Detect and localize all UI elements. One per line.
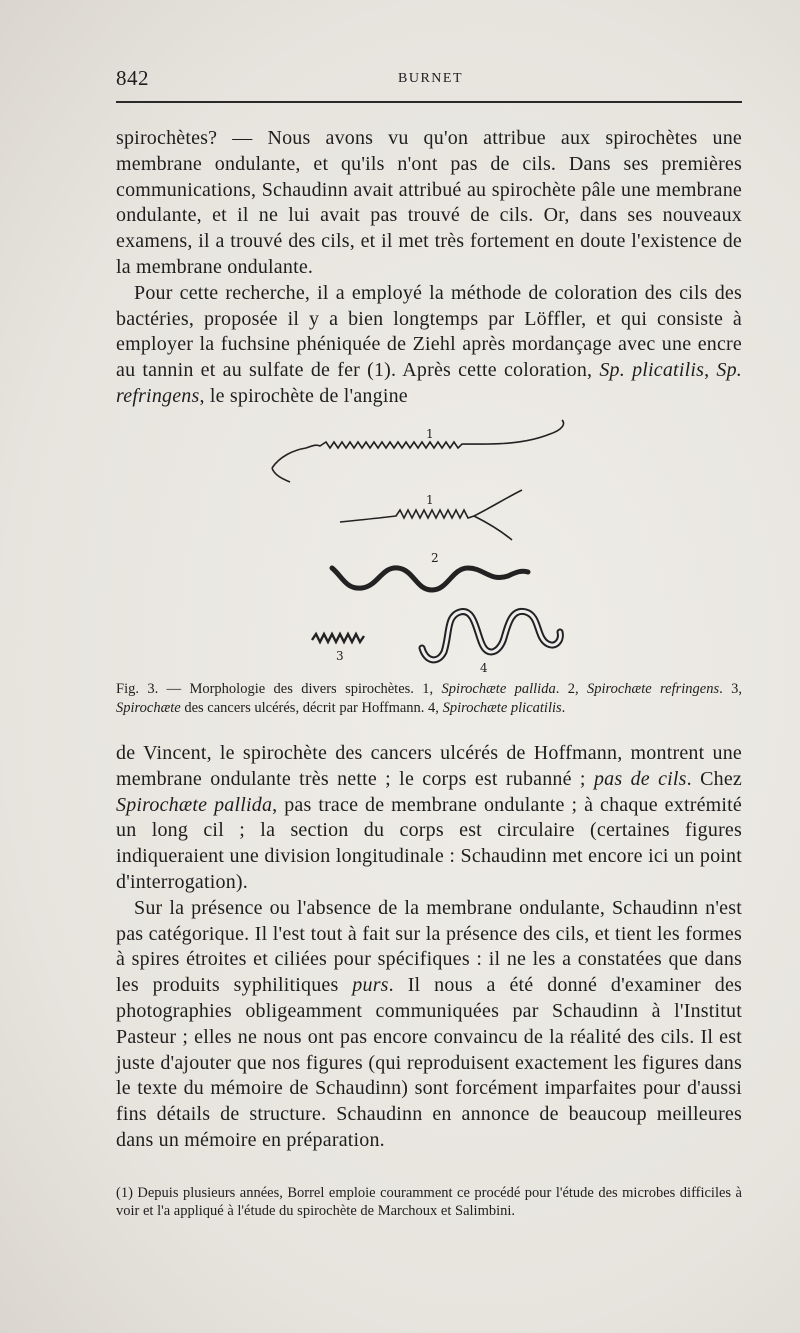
footnote: (1) Depuis plusieurs années, Borrel emploie couramment ce procédé pour l'étude des microbes difficiles à voir et l'a appliqué à l'étude du spirochète de Marchoux et Salimbini.	[116, 1185, 742, 1219]
caption-text: . 3,	[719, 681, 742, 697]
figure-label-3: 3	[336, 649, 344, 663]
caption-italic: Spirochæte plicatilis	[442, 699, 562, 716]
figure-label-1b: 1	[426, 493, 434, 507]
figure-label-2: 2	[431, 551, 439, 565]
figure-label-4: 4	[480, 661, 488, 675]
spirochete-refringens	[332, 568, 528, 590]
page-header	[116, 66, 742, 92]
paragraph: Sur la présence ou l'absence de la membrane ondulante, Schaudinn n'est pas catégorique. Il l'est tout à fait sur la présence des cils, et tient les formes à spires étroites et ciliées pour spécifiques : il ne les a constatées que dans les produits syphilitiques purs. Il nous a été donné d'examiner des photographies obligeamment communiquées par Schaudinn à l'Institut Pasteur ; elles ne nous ont pas encore convaincu de la réalité des cils. Il est juste d'ajouter que nos figures (qui reproduisent exactement les figures dans le texte du mémoire de Schaudinn) sont forcément imparfaites pour d'aussi fins détails de structure. Schaudinn en annonce de beaucoup meilleures dans un mémoire en préparation.	[116, 896, 743, 1151]
header-rule	[116, 101, 742, 103]
caption-italic: Spirochæte	[116, 699, 181, 716]
caption-text: .	[561, 699, 566, 716]
figure-caption	[116, 680, 742, 717]
caption-text: des cancers ulcérés, décrit par Hoffmann. 4,	[180, 699, 443, 716]
page-number: 842	[116, 66, 149, 90]
spirochete-pallida-1	[272, 420, 564, 482]
paragraph: Pour cette recherche, il a employé la méthode de coloration des cils des bactéries, proposée il y a bien longtemps par Löffler, et qui consiste à employer la fuchsine phéniquée de Ziehl après mordançage avec une encre au tannin et au sulfate de fer (1). Après cette coloration, Sp. plicatilis, Sp. refringens, le spirochète de l'angine	[116, 281, 742, 407]
running-head: BURNET	[398, 71, 463, 86]
caption-text: Fig. 3. — Morphologie des divers spirochètes. 1,	[116, 681, 442, 697]
paragraph: de Vincent, le spirochète des cancers ulcérés de Hoffmann, montrent une membrane ondulante très nette ; le corps est rubanné ; pas de cils. Chez Spirochæte pallida, pas trace de membrane ondulante ; à chaque extrémité un long cil ; la section du corps est circulaire (certaines figures indiqueraient une division longitudinale : Schaudinn met encore ici un point d'interrogation).	[116, 742, 742, 893]
spirochete-plicatilis-inner	[422, 611, 560, 660]
spirochete-cancer-hoffmann	[312, 634, 364, 642]
spirochete-figure	[250, 412, 590, 682]
caption-italic: Spirochæte pallida	[441, 681, 556, 697]
caption-text: . 2,	[555, 681, 587, 697]
figure-label-1a: 1	[426, 427, 434, 441]
paragraph: spirochètes? — Nous avons vu qu'on attribue aux spirochètes une membrane ondulante, et qu'ils n'ont pas de cils. Dans ses premières communications, Schaudinn avait attribué au spirochète pâle une membrane ondulante, et il ne lui avait pas trouvé de cils. Or, dans ses nouveaux examens, il a trouvé des cils, et il met très fortement en doute l'existence de la membrane ondulante.	[116, 127, 742, 278]
text-block-bottom	[116, 741, 742, 1154]
caption-italic: Spirochæte refringens	[586, 681, 720, 697]
text-block-top	[116, 126, 742, 410]
